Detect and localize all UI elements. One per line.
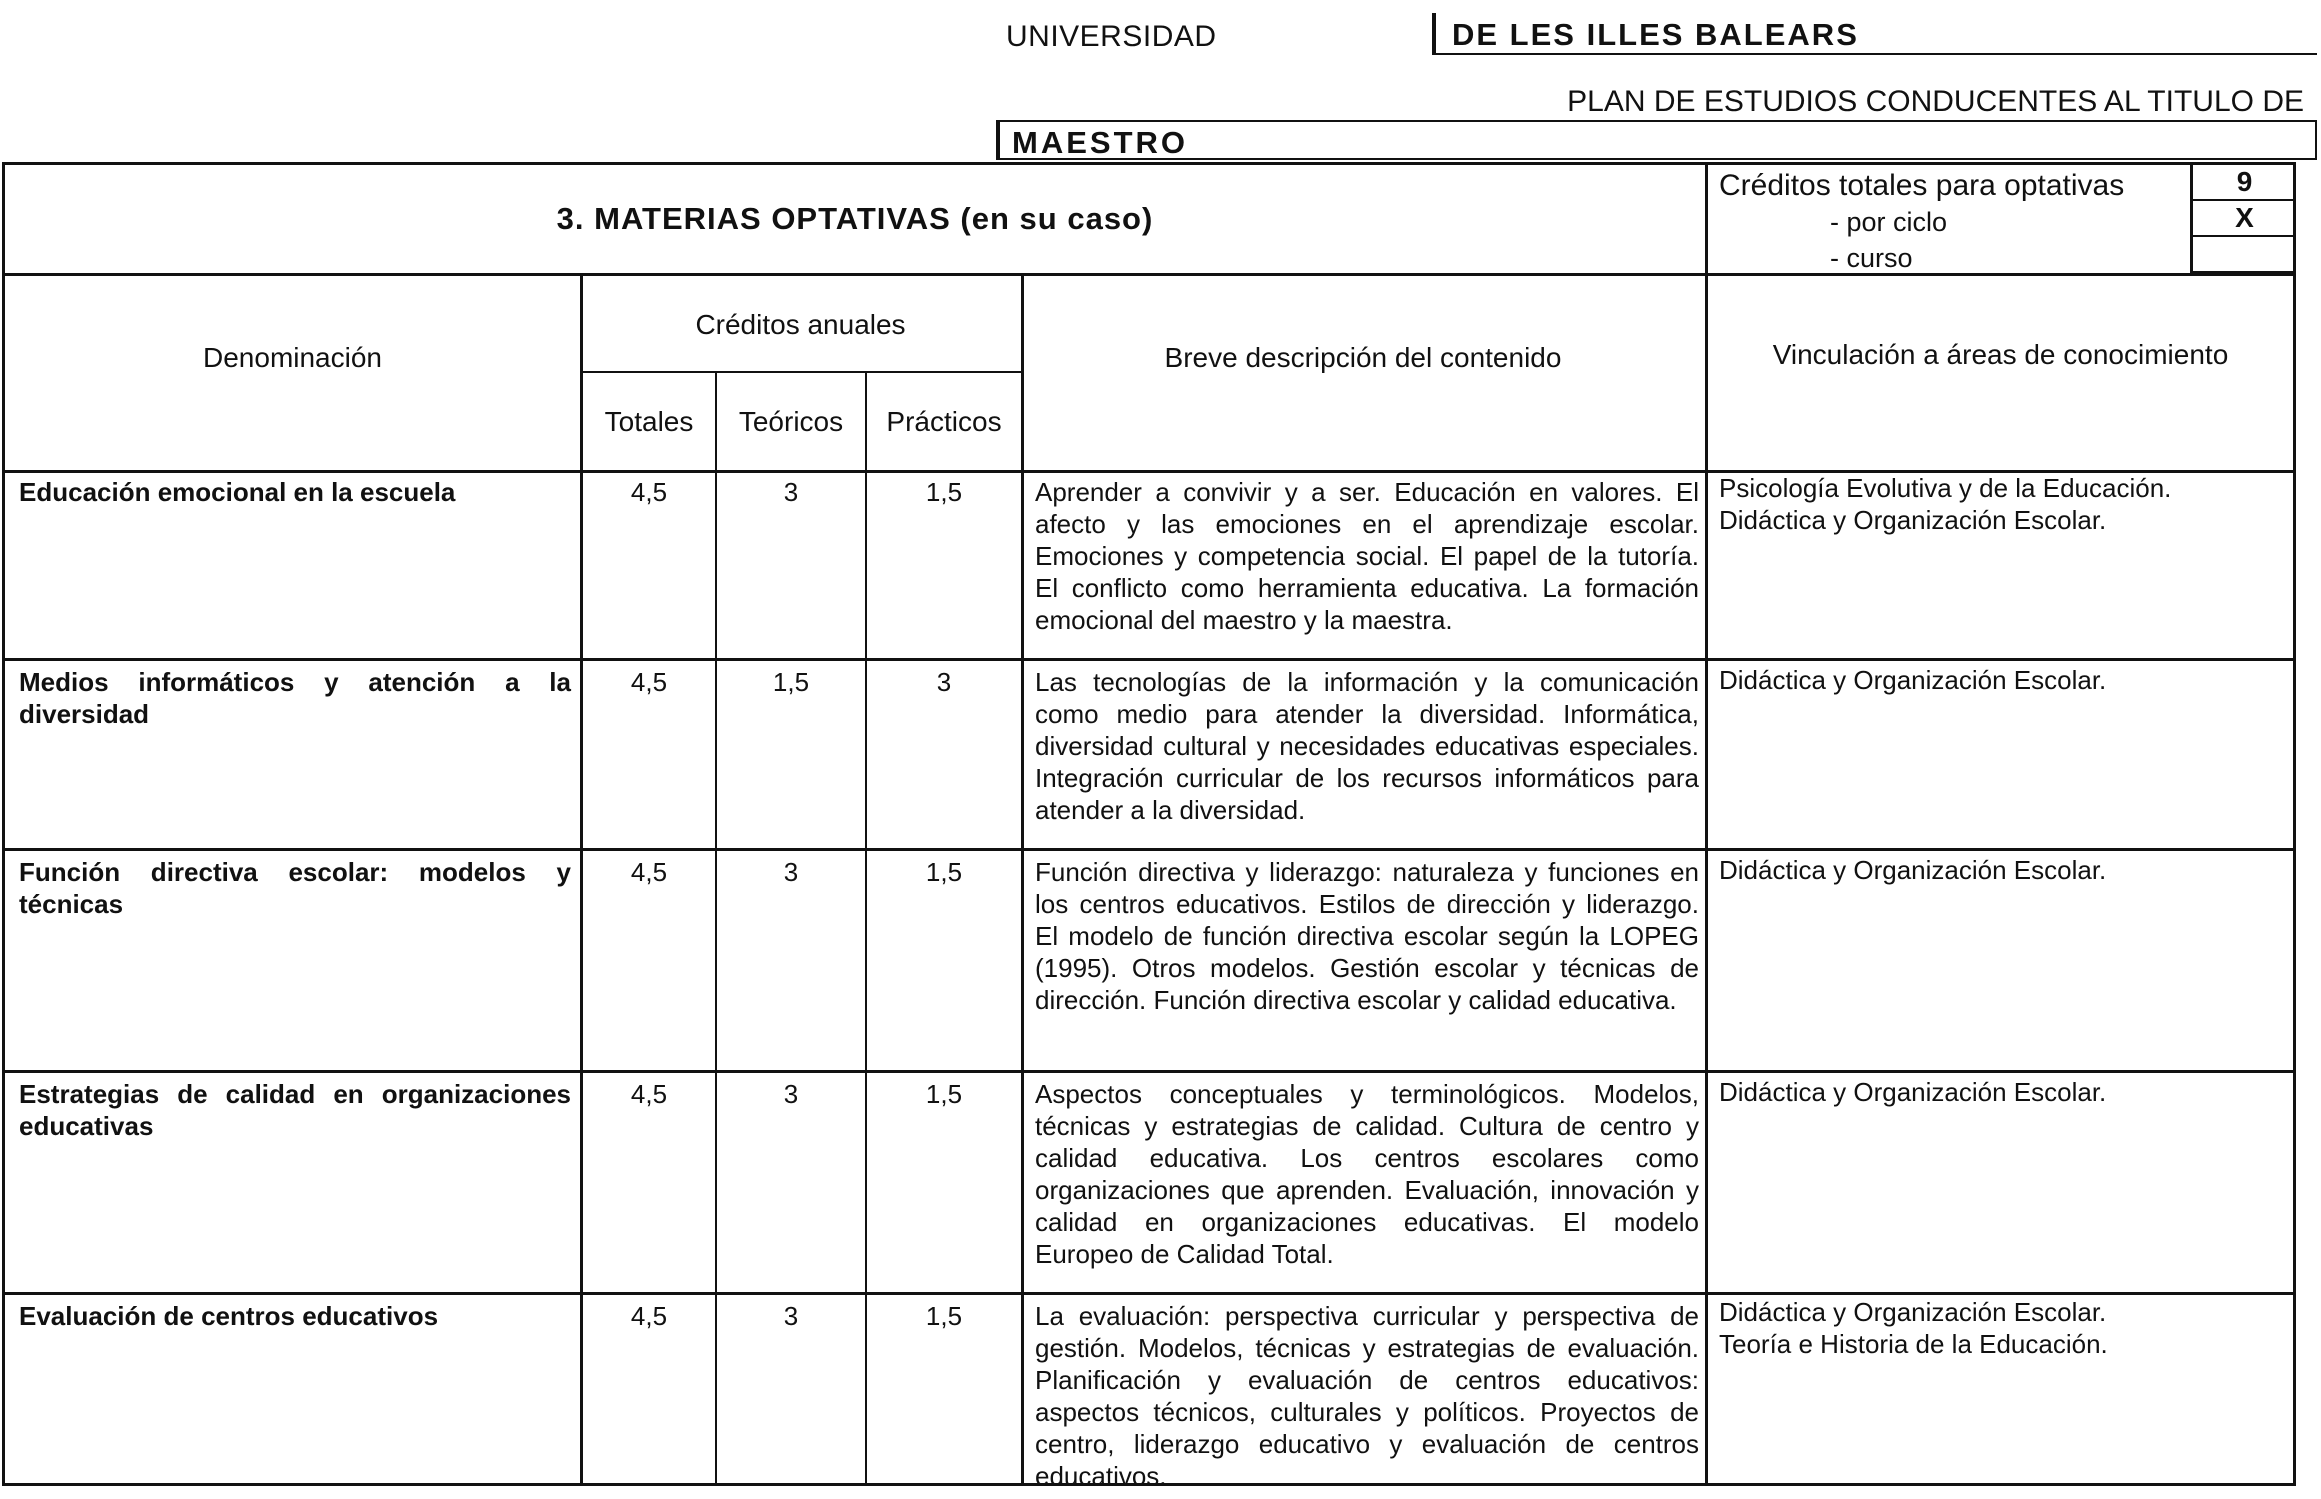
credits-totales: 4,5	[630, 1301, 668, 1331]
section-header	[2, 162, 2296, 276]
col-header-totales: Totales	[604, 406, 694, 437]
row-divider	[5, 658, 2293, 661]
credits-total-label: Créditos totales para optativas	[1719, 169, 2125, 202]
subject-description: Las tecnologías de la información y la comunicación como medio para atender la diversidad. Informática, diversidad cultural y necesidades educativas especiales. Integración curricular de los recursos informáticos para atender a la diversidad.	[1035, 667, 1699, 825]
knowledge-area: Didáctica y Organización Escolar.	[1719, 1077, 2107, 1107]
subject-name: Medios informáticos y atención a la diversidad	[19, 667, 571, 729]
row-divider	[5, 848, 2293, 851]
col-header-description: Breve descripción del contenido	[1164, 342, 1562, 373]
knowledge-areas	[1719, 854, 2289, 886]
knowledge-area: Didáctica y Organización Escolar.	[1719, 505, 2107, 535]
subjects-table	[2, 273, 2296, 1491]
knowledge-areas	[1719, 1296, 2289, 1360]
credits-values-box	[2190, 165, 2299, 273]
knowledge-area: Didáctica y Organización Escolar.	[1719, 1297, 2107, 1327]
row-divider	[5, 1292, 2293, 1295]
knowledge-areas	[1719, 664, 2289, 696]
subject-description: Aspectos conceptuales y terminológicos. Modelos, técnicas y estrategias de calidad. Cultura de centro y calidad educativa. Los centros escolares como organizaciones que aprenden. Evaluación, innovación y calidad en organizaciones educativas. El modelo Europeo de Calidad Total.	[1035, 1079, 1699, 1269]
subject-name: Estrategias de calidad en organizaciones educativas	[19, 1079, 571, 1141]
plan-label: PLAN DE ESTUDIOS CONDUCENTES AL TITULO DE	[1567, 85, 2304, 118]
row-divider	[5, 1070, 2293, 1073]
knowledge-areas	[1719, 472, 2289, 536]
col-header-name: Denominación	[203, 342, 382, 373]
col-header-credits: Créditos anuales	[695, 309, 906, 340]
subject-name: Educación emocional en la escuela	[19, 477, 456, 507]
knowledge-area: Didáctica y Organización Escolar.	[1719, 855, 2107, 885]
credits-totales: 4,5	[630, 857, 668, 887]
per-cycle-mark: X	[2193, 201, 2296, 237]
per-cycle-label: - por ciclo	[1830, 207, 1948, 237]
knowledge-area: Psicología Evolutiva y de la Educación.	[1719, 473, 2172, 503]
section-divider	[1705, 165, 1708, 273]
university-name-field: DE LES ILLES BALEARS	[1432, 13, 2317, 55]
credits-practicos: 1,5	[925, 857, 963, 887]
per-course-label: - curso	[1830, 243, 1913, 273]
per-course-mark	[2193, 237, 2296, 273]
credits-teoricos: 1,5	[772, 667, 810, 697]
credits-teoricos: 3	[783, 1301, 799, 1331]
col-header-areas: Vinculación a áreas de conocimiento	[1772, 339, 2229, 370]
subject-description: La evaluación: perspectiva curricular y perspectiva de gestión. Modelos, técnicas y estrategias de evaluación. Planificación y evaluación de centros educativos: aspectos técnicos, culturales y políticos. Proyectos de centro, liderazgo educativo y evaluación de centros educativos.	[1035, 1301, 1699, 1491]
row-divider	[580, 371, 1021, 373]
credits-totales: 4,5	[630, 1079, 668, 1109]
subject-name: Función directiva escolar: modelos y técnicas	[19, 857, 571, 919]
col-header-teoricos: Teóricos	[738, 406, 844, 437]
credits-practicos: 1,5	[925, 1079, 963, 1109]
knowledge-areas	[1719, 1076, 2289, 1108]
credits-practicos: 1,5	[925, 1301, 963, 1331]
col-header-practicos: Prácticos	[886, 406, 1002, 437]
credits-totales: 4,5	[630, 667, 668, 697]
credits-teoricos: 3	[783, 477, 799, 507]
col-divider	[1705, 276, 1708, 1483]
credits-practicos: 1,5	[925, 477, 963, 507]
section-title: 3. MATERIAS OPTATIVAS (en su caso)	[556, 201, 1154, 236]
knowledge-area: Teoría e Historia de la Educación.	[1719, 1329, 2108, 1359]
subject-description: Aprender a convivir y a ser. Educación en valores. El afecto y las emociones en el aprendizaje escolar. Emociones y competencia social. El papel de la tutoría. El conflicto como herramienta educativa. La formación emocional del maestro y la maestra.	[1035, 477, 1699, 635]
credits-totales: 4,5	[630, 477, 668, 507]
credits-total-value: 9	[2193, 165, 2296, 201]
credits-teoricos: 3	[783, 857, 799, 887]
credits-practicos: 3	[936, 667, 952, 697]
knowledge-area: Didáctica y Organización Escolar.	[1719, 665, 2107, 695]
credits-teoricos: 3	[783, 1079, 799, 1109]
subject-name: Evaluación de centros educativos	[19, 1301, 439, 1331]
subject-description: Función directiva y liderazgo: naturaleza y funciones en los centros educativos. Estilos de dirección y liderazgo. El modelo de función directiva escolar según la LOPEG (1995). Otros modelos. Gestión escolar y técnicas de dirección. Función directiva escolar y calidad educativa.	[1035, 857, 1699, 1015]
degree-field: MAESTRO	[996, 120, 2317, 160]
university-label: UNIVERSIDAD	[1006, 20, 1217, 53]
col-divider	[1021, 276, 1024, 1483]
